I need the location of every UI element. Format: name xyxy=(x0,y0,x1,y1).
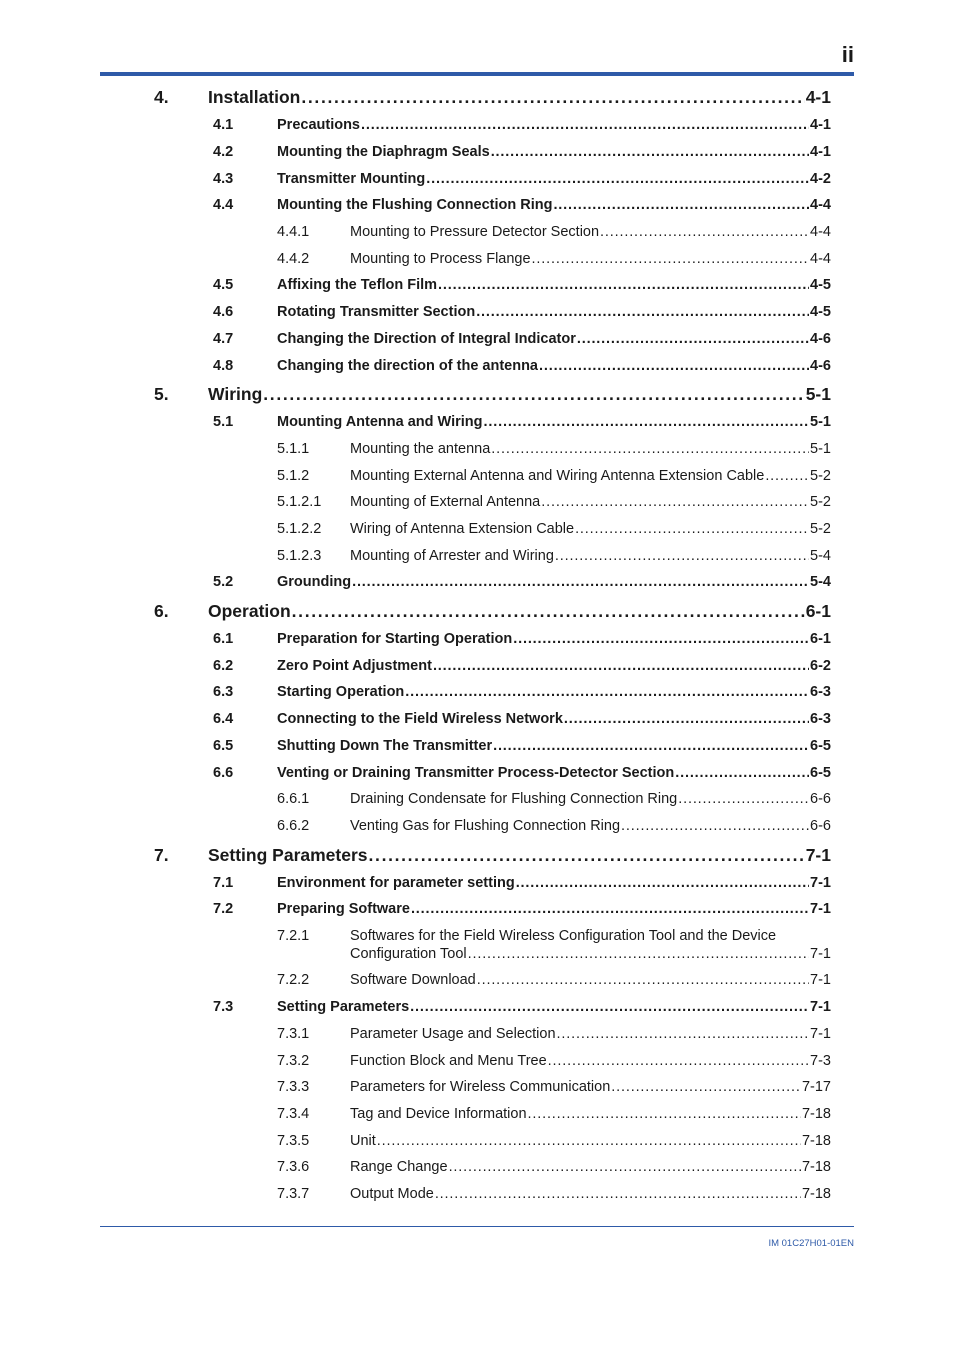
dot-leader xyxy=(410,999,809,1015)
toc-page: 7-17 xyxy=(801,1079,831,1095)
header-rule xyxy=(100,72,854,76)
page-number: ii xyxy=(841,42,854,67)
toc-title: Preparing Software xyxy=(277,901,410,917)
toc-title: Connecting to the Field Wireless Network xyxy=(277,711,563,727)
toc-title: Venting or Draining Transmitter Process-Detector Section xyxy=(277,765,675,781)
toc-page: 6-2 xyxy=(810,658,831,674)
dot-leader xyxy=(541,494,809,510)
toc-page: 7-1 xyxy=(810,875,831,891)
toc-number: 4.5 xyxy=(213,277,234,293)
dot-leader xyxy=(491,144,809,160)
toc-page: 6-6 xyxy=(810,791,831,807)
toc-number: 7.3 xyxy=(213,999,234,1015)
toc-title: Wiring xyxy=(208,384,263,404)
dot-leader xyxy=(361,117,809,133)
dot-leader xyxy=(405,684,809,700)
dot-leader xyxy=(678,791,809,807)
toc-page: 4-1 xyxy=(810,144,831,160)
dot-leader xyxy=(493,738,809,754)
toc-page: 7-1 xyxy=(810,946,831,962)
dot-leader xyxy=(435,1186,801,1202)
toc-page: 7-1 xyxy=(810,999,831,1015)
dot-leader xyxy=(553,197,809,213)
toc-number: 7.3.4 xyxy=(277,1106,310,1122)
toc-title: Transmitter Mounting xyxy=(277,171,426,187)
toc-number: 6.4 xyxy=(213,711,234,727)
toc-title: Rotating Transmitter Section xyxy=(277,304,476,320)
toc-title: Mounting the Diaphragm Seals xyxy=(277,144,490,160)
toc-title: Affixing the Teflon Film xyxy=(277,277,438,293)
toc-page: 6-3 xyxy=(810,711,831,727)
dot-leader xyxy=(548,1053,809,1069)
toc-page: 7-18 xyxy=(801,1186,831,1202)
toc-page: 5-4 xyxy=(810,548,831,564)
toc-number: 6.2 xyxy=(213,658,234,674)
toc-title: Shutting Down The Transmitter xyxy=(277,738,493,754)
toc-title: Venting Gas for Flushing Connection Ring xyxy=(350,818,621,834)
toc-page: 5-2 xyxy=(810,521,831,537)
toc-page: 4-1 xyxy=(810,117,831,133)
toc-page: 4-4 xyxy=(810,251,831,267)
toc-title: Mounting of External Antenna xyxy=(350,494,541,510)
dot-leader xyxy=(513,631,809,647)
toc-number: 4.4 xyxy=(213,197,234,213)
dot-leader xyxy=(555,548,809,564)
toc-title: Unit xyxy=(350,1133,376,1149)
toc-page: 4-5 xyxy=(810,304,831,320)
toc-title: Wiring of Antenna Extension Cable xyxy=(350,521,575,537)
toc-page: 5-1 xyxy=(810,414,831,430)
toc-title: Grounding xyxy=(277,574,352,590)
toc-title: Software Download xyxy=(350,972,476,988)
dot-leader xyxy=(292,601,805,622)
dot-leader xyxy=(575,521,809,537)
dot-leader xyxy=(621,818,809,834)
toc-page: 7-1 xyxy=(810,972,831,988)
toc-page: 5-1 xyxy=(805,384,831,404)
toc-page: 5-2 xyxy=(810,494,831,510)
dot-leader xyxy=(477,972,809,988)
toc-title: Parameters for Wireless Communication xyxy=(350,1079,611,1095)
toc-title: Tag and Device Information xyxy=(350,1106,527,1122)
dot-leader xyxy=(484,414,810,430)
toc-page: 6-6 xyxy=(810,818,831,834)
toc-number: 5.1.1 xyxy=(277,441,310,457)
dot-leader xyxy=(426,171,809,187)
toc-number: 7.3.7 xyxy=(277,1186,310,1202)
toc-number: 5. xyxy=(154,384,169,404)
toc-number: 6.6.1 xyxy=(277,791,310,807)
toc-page: 7-1 xyxy=(810,1026,831,1042)
toc-title: Mounting the Flushing Connection Ring xyxy=(277,197,553,213)
dot-leader xyxy=(476,304,809,320)
dot-leader xyxy=(468,946,809,962)
toc-page: 4-6 xyxy=(810,358,831,374)
toc-number: 7. xyxy=(154,845,169,865)
toc-number: 6.6 xyxy=(213,765,234,781)
toc-title: Preparation for Starting Operation xyxy=(277,631,513,647)
toc-title: Changing the Direction of Integral Indicator xyxy=(277,331,576,347)
toc-number: 4.1 xyxy=(213,117,234,133)
toc-number: 5.1.2 xyxy=(277,468,310,484)
footer-rule xyxy=(100,1226,854,1227)
toc-title: Parameter Usage and Selection xyxy=(350,1026,556,1042)
toc-title: Draining Condensate for Flushing Connection Ring xyxy=(350,791,678,807)
dot-leader xyxy=(491,441,809,457)
toc-number: 6.3 xyxy=(213,684,234,700)
toc-title: Mounting to Pressure Detector Section xyxy=(350,224,600,240)
toc-number: 5.1.2.1 xyxy=(277,494,322,510)
toc-title: Mounting to Process Flange xyxy=(350,251,531,267)
toc-number: 4.7 xyxy=(213,331,234,347)
toc-number: 7.3.2 xyxy=(277,1053,310,1069)
dot-leader xyxy=(301,87,804,108)
dot-leader xyxy=(263,384,804,405)
toc-number: 4.8 xyxy=(213,358,234,374)
toc-number: 4.6 xyxy=(213,304,234,320)
toc-title: Precautions xyxy=(277,117,360,133)
toc-number: 7.2.2 xyxy=(277,972,310,988)
toc-title: Function Block and Menu Tree xyxy=(350,1053,547,1069)
dot-leader xyxy=(577,331,809,347)
dot-leader xyxy=(516,875,809,891)
toc-title-line-1: Softwares for the Field Wireless Configuration Tool and the Device xyxy=(350,928,777,944)
dot-leader xyxy=(611,1079,801,1095)
toc-number: 4.2 xyxy=(213,144,234,160)
toc-number: 5.1 xyxy=(213,414,234,430)
toc-page: 6-5 xyxy=(810,765,831,781)
toc-page: 5-4 xyxy=(810,574,831,590)
toc-number: 7.1 xyxy=(213,875,234,891)
toc-number: 6. xyxy=(154,601,169,621)
toc-number: 4. xyxy=(154,87,169,107)
toc-title: Installation xyxy=(208,87,301,107)
toc-number: 6.6.2 xyxy=(277,818,310,834)
toc-title: Starting Operation xyxy=(277,684,405,700)
toc-number: 7.2 xyxy=(213,901,234,917)
toc-title: Operation xyxy=(208,601,291,621)
toc-page: 7-18 xyxy=(801,1133,831,1149)
toc-page: 7-18 xyxy=(801,1159,831,1175)
toc-number: 6.5 xyxy=(213,738,234,754)
dot-leader xyxy=(352,574,809,590)
toc-page: 5-1 xyxy=(810,441,831,457)
dot-leader xyxy=(528,1106,801,1122)
toc-page: 4-2 xyxy=(810,171,831,187)
dot-leader xyxy=(675,765,809,781)
toc-page: 6-5 xyxy=(810,738,831,754)
toc-page: 6-1 xyxy=(805,601,831,621)
toc-title: Mounting of Arrester and Wiring xyxy=(350,548,554,564)
dot-leader xyxy=(557,1026,809,1042)
toc-page: 4-4 xyxy=(810,224,831,240)
toc-page: 4-1 xyxy=(805,87,831,107)
toc-title: Setting Parameters xyxy=(277,999,410,1015)
toc-page: 4-4 xyxy=(810,197,831,213)
toc-page: 6-1 xyxy=(810,631,831,647)
toc-page: 7-1 xyxy=(810,901,831,917)
toc-page: 4-5 xyxy=(810,277,831,293)
toc-number: 4.3 xyxy=(213,171,234,187)
toc-number: 6.1 xyxy=(213,631,234,647)
toc-number: 7.3.5 xyxy=(277,1133,310,1149)
dot-leader xyxy=(433,658,809,674)
toc-page: 7-18 xyxy=(801,1106,831,1122)
toc-title: Changing the direction of the antenna xyxy=(277,358,538,374)
dot-leader xyxy=(532,251,809,267)
toc-page: 4-6 xyxy=(810,331,831,347)
toc-number: 4.4.1 xyxy=(277,224,310,240)
dot-leader xyxy=(369,845,805,866)
dot-leader xyxy=(449,1159,801,1175)
dot-leader xyxy=(765,468,809,484)
toc-title: Mounting Antenna and Wiring xyxy=(277,414,483,430)
dot-leader xyxy=(377,1133,801,1149)
toc-number: 5.1.2.2 xyxy=(277,521,322,537)
toc-number: 7.2.1 xyxy=(277,928,310,944)
toc-page: 5-2 xyxy=(810,468,831,484)
toc-title: Zero Point Adjustment xyxy=(277,658,432,674)
toc-page: 7-3 xyxy=(810,1053,831,1069)
toc-number: 7.3.1 xyxy=(277,1026,310,1042)
toc-number: 7.3.6 xyxy=(277,1159,310,1175)
toc-title: Setting Parameters xyxy=(208,845,368,865)
toc-number: 5.2 xyxy=(213,574,234,590)
toc-title: Range Change xyxy=(350,1159,448,1175)
toc-title: Configuration Tool xyxy=(350,946,467,962)
toc-title: Mounting External Antenna and Wiring Antenna Extension Cable xyxy=(350,468,765,484)
toc-page: 6-3 xyxy=(810,684,831,700)
dot-leader xyxy=(438,277,809,293)
toc-title: Output Mode xyxy=(350,1186,434,1202)
document-id: IM 01C27H01-01EN xyxy=(768,1238,854,1249)
dot-leader xyxy=(600,224,809,240)
toc-title: Mounting the antenna xyxy=(350,441,491,457)
dot-leader xyxy=(411,901,809,917)
toc-number: 5.1.2.3 xyxy=(277,548,322,564)
toc-page: 7-1 xyxy=(805,845,831,865)
dot-leader xyxy=(564,711,809,727)
dot-leader xyxy=(539,358,809,374)
toc-number: 7.3.3 xyxy=(277,1079,310,1095)
toc-number: 4.4.2 xyxy=(277,251,310,267)
toc-title: Environment for parameter setting xyxy=(277,875,515,891)
